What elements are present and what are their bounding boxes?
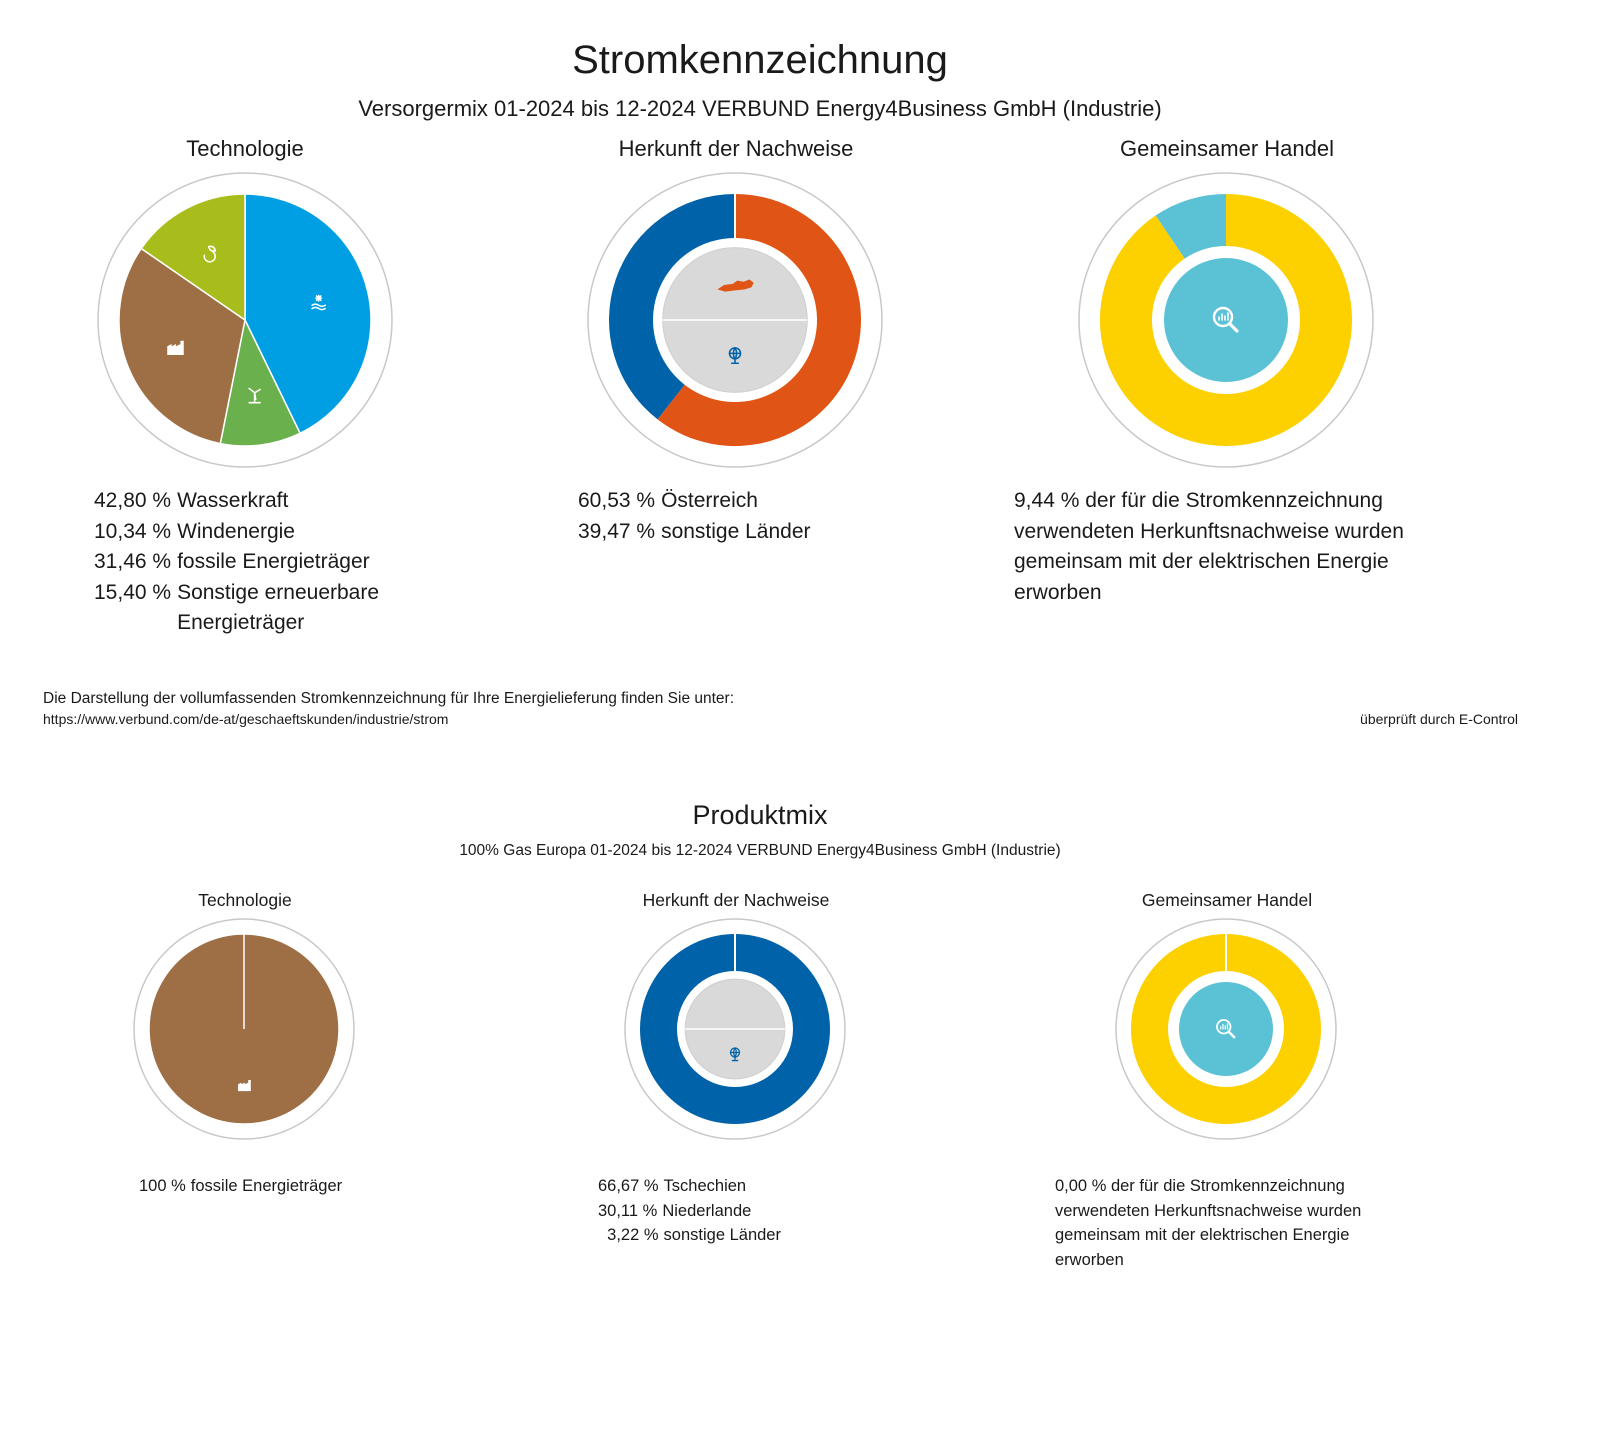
donut-center <box>1179 982 1273 1076</box>
legend-item <box>94 578 434 639</box>
legend-item <box>598 1199 898 1224</box>
legend-pct: 10,34 % <box>94 519 172 543</box>
legend-pct: 31,46 % <box>94 550 172 573</box>
donut-center <box>1164 258 1288 382</box>
technologie-legend <box>139 1174 439 1199</box>
note-url-link[interactable]: https://www.verbund.com/de-at/geschaeftskunden/industrie/strom <box>43 711 449 727</box>
legend-pct: 100 % <box>139 1177 186 1195</box>
legend-pct: 60,53 % <box>578 489 656 512</box>
legend-label: Windenergie <box>177 519 295 543</box>
handel-title: Gemeinsamer Handel <box>1141 890 1313 910</box>
herkunft-legend <box>598 1174 898 1248</box>
technologie-pie-chart <box>132 917 356 1141</box>
page-title: Stromkennzeichnung <box>572 38 948 82</box>
handel-donut-chart <box>1114 917 1338 1141</box>
legend-label: Tschechien <box>663 1177 747 1195</box>
legend-item <box>139 1174 439 1199</box>
legend-label: Wasserkraft <box>177 489 289 512</box>
handel-title: Gemeinsamer Handel <box>1120 136 1334 161</box>
legend-label: sonstige Länder <box>663 1226 781 1244</box>
produktmix-title: Produktmix <box>692 800 828 830</box>
produktmix-subtitle: 100% Gas Europa 01-2024 bis 12-2024 VERBUND Energy4Business GmbH (Industrie) <box>459 842 1061 859</box>
verified-text: überprüft durch E-Control <box>1360 711 1518 727</box>
herkunft-donut-chart <box>585 172 885 472</box>
handel-text: 9,44 % der für die Stromkennzeichnung verwendeten Herkunftsnachweise wurden gemeinsam mit der elektrischen Energie erworben <box>1014 489 1404 604</box>
legend-pct: 39,47 % <box>578 519 656 543</box>
legend-pct: 66,67 % <box>598 1177 659 1195</box>
handel-donut-chart <box>1076 172 1376 472</box>
legend-pct: 15,40 % <box>94 580 172 604</box>
note-text: Die Darstellung der vollumfassenden Stromkennzeichnung für Ihre Energielieferung finden Sie unter: <box>43 690 735 707</box>
legend-item <box>598 1223 898 1248</box>
legend-item <box>598 1174 898 1199</box>
herkunft-donut-chart <box>623 917 847 1141</box>
legend-item <box>578 517 918 548</box>
legend-pct: 3,22 % <box>598 1226 659 1244</box>
legend-label: fossile Energieträger <box>190 1177 343 1195</box>
legend-pct: 30,11 % <box>598 1201 658 1220</box>
herkunft-title: Herkunft der Nachweise <box>642 890 830 910</box>
technologie-title: Technologie <box>198 890 292 910</box>
legend-label: sonstige Länder <box>661 519 811 543</box>
legend-label: Sonstige erneuerbare Energieträger <box>177 580 380 634</box>
page-subtitle: Versorgermix 01-2024 bis 12-2024 VERBUND Energy4Business GmbH (Industrie) <box>358 96 1162 121</box>
legend-label: Niederlande <box>662 1201 752 1220</box>
technologie-title: Technologie <box>186 136 304 161</box>
herkunft-title: Herkunft der Nachweise <box>618 136 854 161</box>
legend-item <box>94 517 434 548</box>
legend-item <box>94 486 434 517</box>
handel-text: 0,00 % der für die Stromkennzeichnung verwendeten Herkunftsnachweise wurden gemeinsam mit der elektrischen Energie erworben <box>1055 1177 1362 1269</box>
legend-item <box>578 486 918 517</box>
technologie-legend <box>94 486 434 639</box>
legend-label: Österreich <box>661 489 758 512</box>
legend-label: fossile Energieträger <box>177 550 370 573</box>
technologie-pie-chart <box>95 172 395 472</box>
herkunft-legend <box>578 486 918 547</box>
legend-pct: 42,80 % <box>94 489 172 512</box>
legend-item <box>94 547 434 578</box>
